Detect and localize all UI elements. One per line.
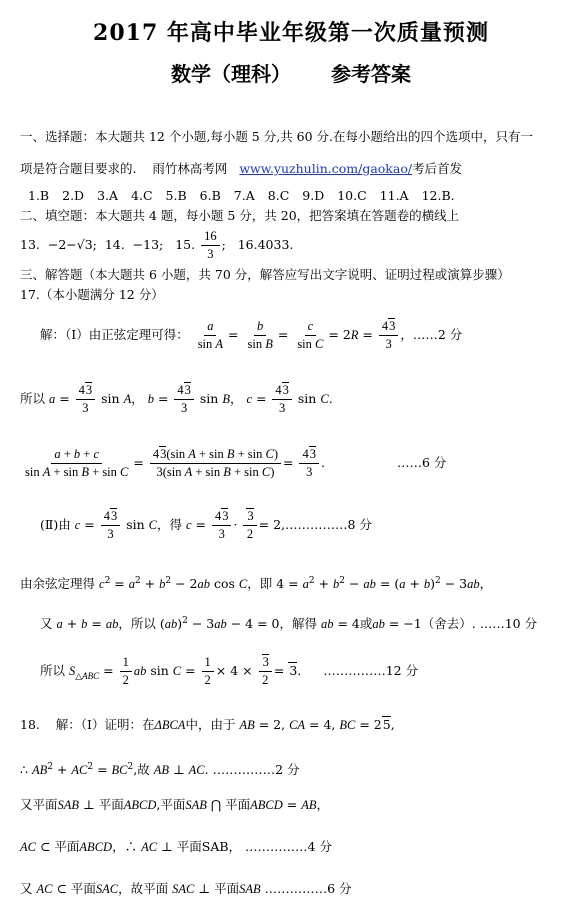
q13-answer: −2−√3;: [47, 237, 97, 252]
source-link[interactable]: www.yuzhulin.com/gaokao/: [239, 161, 413, 176]
q18-line3: 又平面SAB ⊥ 平面ABCD,平面SAB ⋂ 平面ABCD = AB，: [20, 797, 329, 812]
q17-heading: 17.（本小题满分 12 分）: [20, 287, 164, 302]
choice-answer-item: 9.D: [302, 188, 325, 203]
page-subtitle: [0, 58, 582, 87]
source-name: 雨竹林高考网: [152, 161, 228, 176]
q17-line-area: 所以 $S_{\triangle ABC}$ = $\frac{1}{2}$ ab sin C = $\frac{1}{2}$ × 4 × $\frac{3}{2}$ = 3. ……………12 分: [40, 655, 419, 687]
q16-answer: 16.4033.: [237, 237, 294, 252]
q17-line-ratio: $\frac{a + b + c}{\text{sin A + sin B + sin C}}$ = $\frac{\text{43(sin A + sin B + sin C)}}{\text{3(sin A + sin B + sin C)}}$ = $\frac{43}{3}$ . ……6 分: [25, 447, 447, 479]
q18-line5: 又 AC ⊂ 平面SAC，故平面 SAC ⊥ 平面SAB ……………6 分: [20, 881, 352, 896]
choice-answer-item: 7.A: [233, 188, 255, 203]
q18-line4: AC ⊂ 平面ABCD，∴ AC ⊥ 平面SAB， ……………4 分: [20, 839, 332, 854]
page-title: 2017 年高中毕业年级第一次质量预测: [93, 20, 489, 46]
fill-answers: 13. −2−√3; 14. −13; 15. $\frac{16}{3}$ ; 16.4033.: [20, 229, 294, 261]
q18-line1: 18. 解：（Ⅰ）证明：在ΔBCA中，由于 AB = 2, CA = 4, BC = 25,: [20, 717, 395, 732]
section1-intro-line2: 项是符合题目要求的. 雨竹林高考网 www.yuzhulin.com/gaokao/考后首发: [20, 161, 463, 176]
choice-answer-item: 6.B: [199, 188, 221, 203]
subject-label: 数学（理科）: [171, 62, 291, 86]
choice-answer-item: 2.D: [62, 188, 85, 203]
answer-label: 参考答案: [331, 62, 411, 86]
q17-line-part2: (Ⅱ)由 c = $\frac{43}{3}$ sin C，得 c = $\frac{43}{3}$ · $\frac{3}{2}$ = 2,……………8 分: [40, 509, 372, 541]
choice-answer-item: 10.C: [337, 188, 367, 203]
choice-answer-item: 1.B: [28, 188, 50, 203]
q17-line-cosine-law: 由余弦定理得 $c^2 = a^2 + b^2 - 2ab$ cos C，即 $4 = a^2 + b^2$ − ab = $(a + b)^2 - 3ab$，: [20, 576, 493, 592]
choice-answer-item: 3.A: [97, 188, 119, 203]
section3-intro: 三、解答题（本大题共 6 小题，共 70 分，解答应写出文字说明、证明过程或演算步骤）: [20, 267, 510, 282]
q17-line-sine-law: 解：（Ⅰ）由正弦定理可得： $\frac{a}{\text{sin A}}$ = $\frac{b}{\text{sin B}}$ = $\frac{c}{\text{sin C}}$ = 2R = $\frac{43}{3}$ ，……2 分: [40, 319, 463, 351]
choice-answer-item: 12.B.: [421, 188, 455, 203]
section1-intro-line1: 一、选择题：本大题共 12 个小题,每小题 5 分,共 60 分.在每小题给出的四个选项中，只有一: [20, 129, 534, 144]
choice-answer-item: 11.A: [379, 188, 409, 203]
q17-line-sides: 所以 a = $\frac{43}{3}$ sin A， b = $\frac{43}{3}$ sin B， c = $\frac{43}{3}$ sin C.: [20, 383, 333, 415]
section2-intro: 二、填空题：本大题共 4 题，每小题 5 分，共 20，把答案填在答题卷的横线上: [20, 208, 460, 223]
q18-line2: ∴ $AB^2 + AC^2 = BC^2$,故 AB ⊥ AC. ……………2 分: [20, 762, 300, 778]
choice-answer-item: 8.C: [267, 188, 290, 203]
q17-line-solve: 又 a + b = ab，所以 (ab)$^2$ − 3ab − 4 = 0，解得 ab = 4或ab = −1（舍去）. ……10 分: [40, 616, 538, 632]
choice-answers: [28, 187, 468, 205]
q14-answer: −13;: [132, 237, 164, 252]
choice-answer-item: 5.B: [165, 188, 187, 203]
q15-fraction: $\frac{16}{3}$: [201, 228, 220, 263]
choice-answer-item: 4.C: [131, 188, 153, 203]
